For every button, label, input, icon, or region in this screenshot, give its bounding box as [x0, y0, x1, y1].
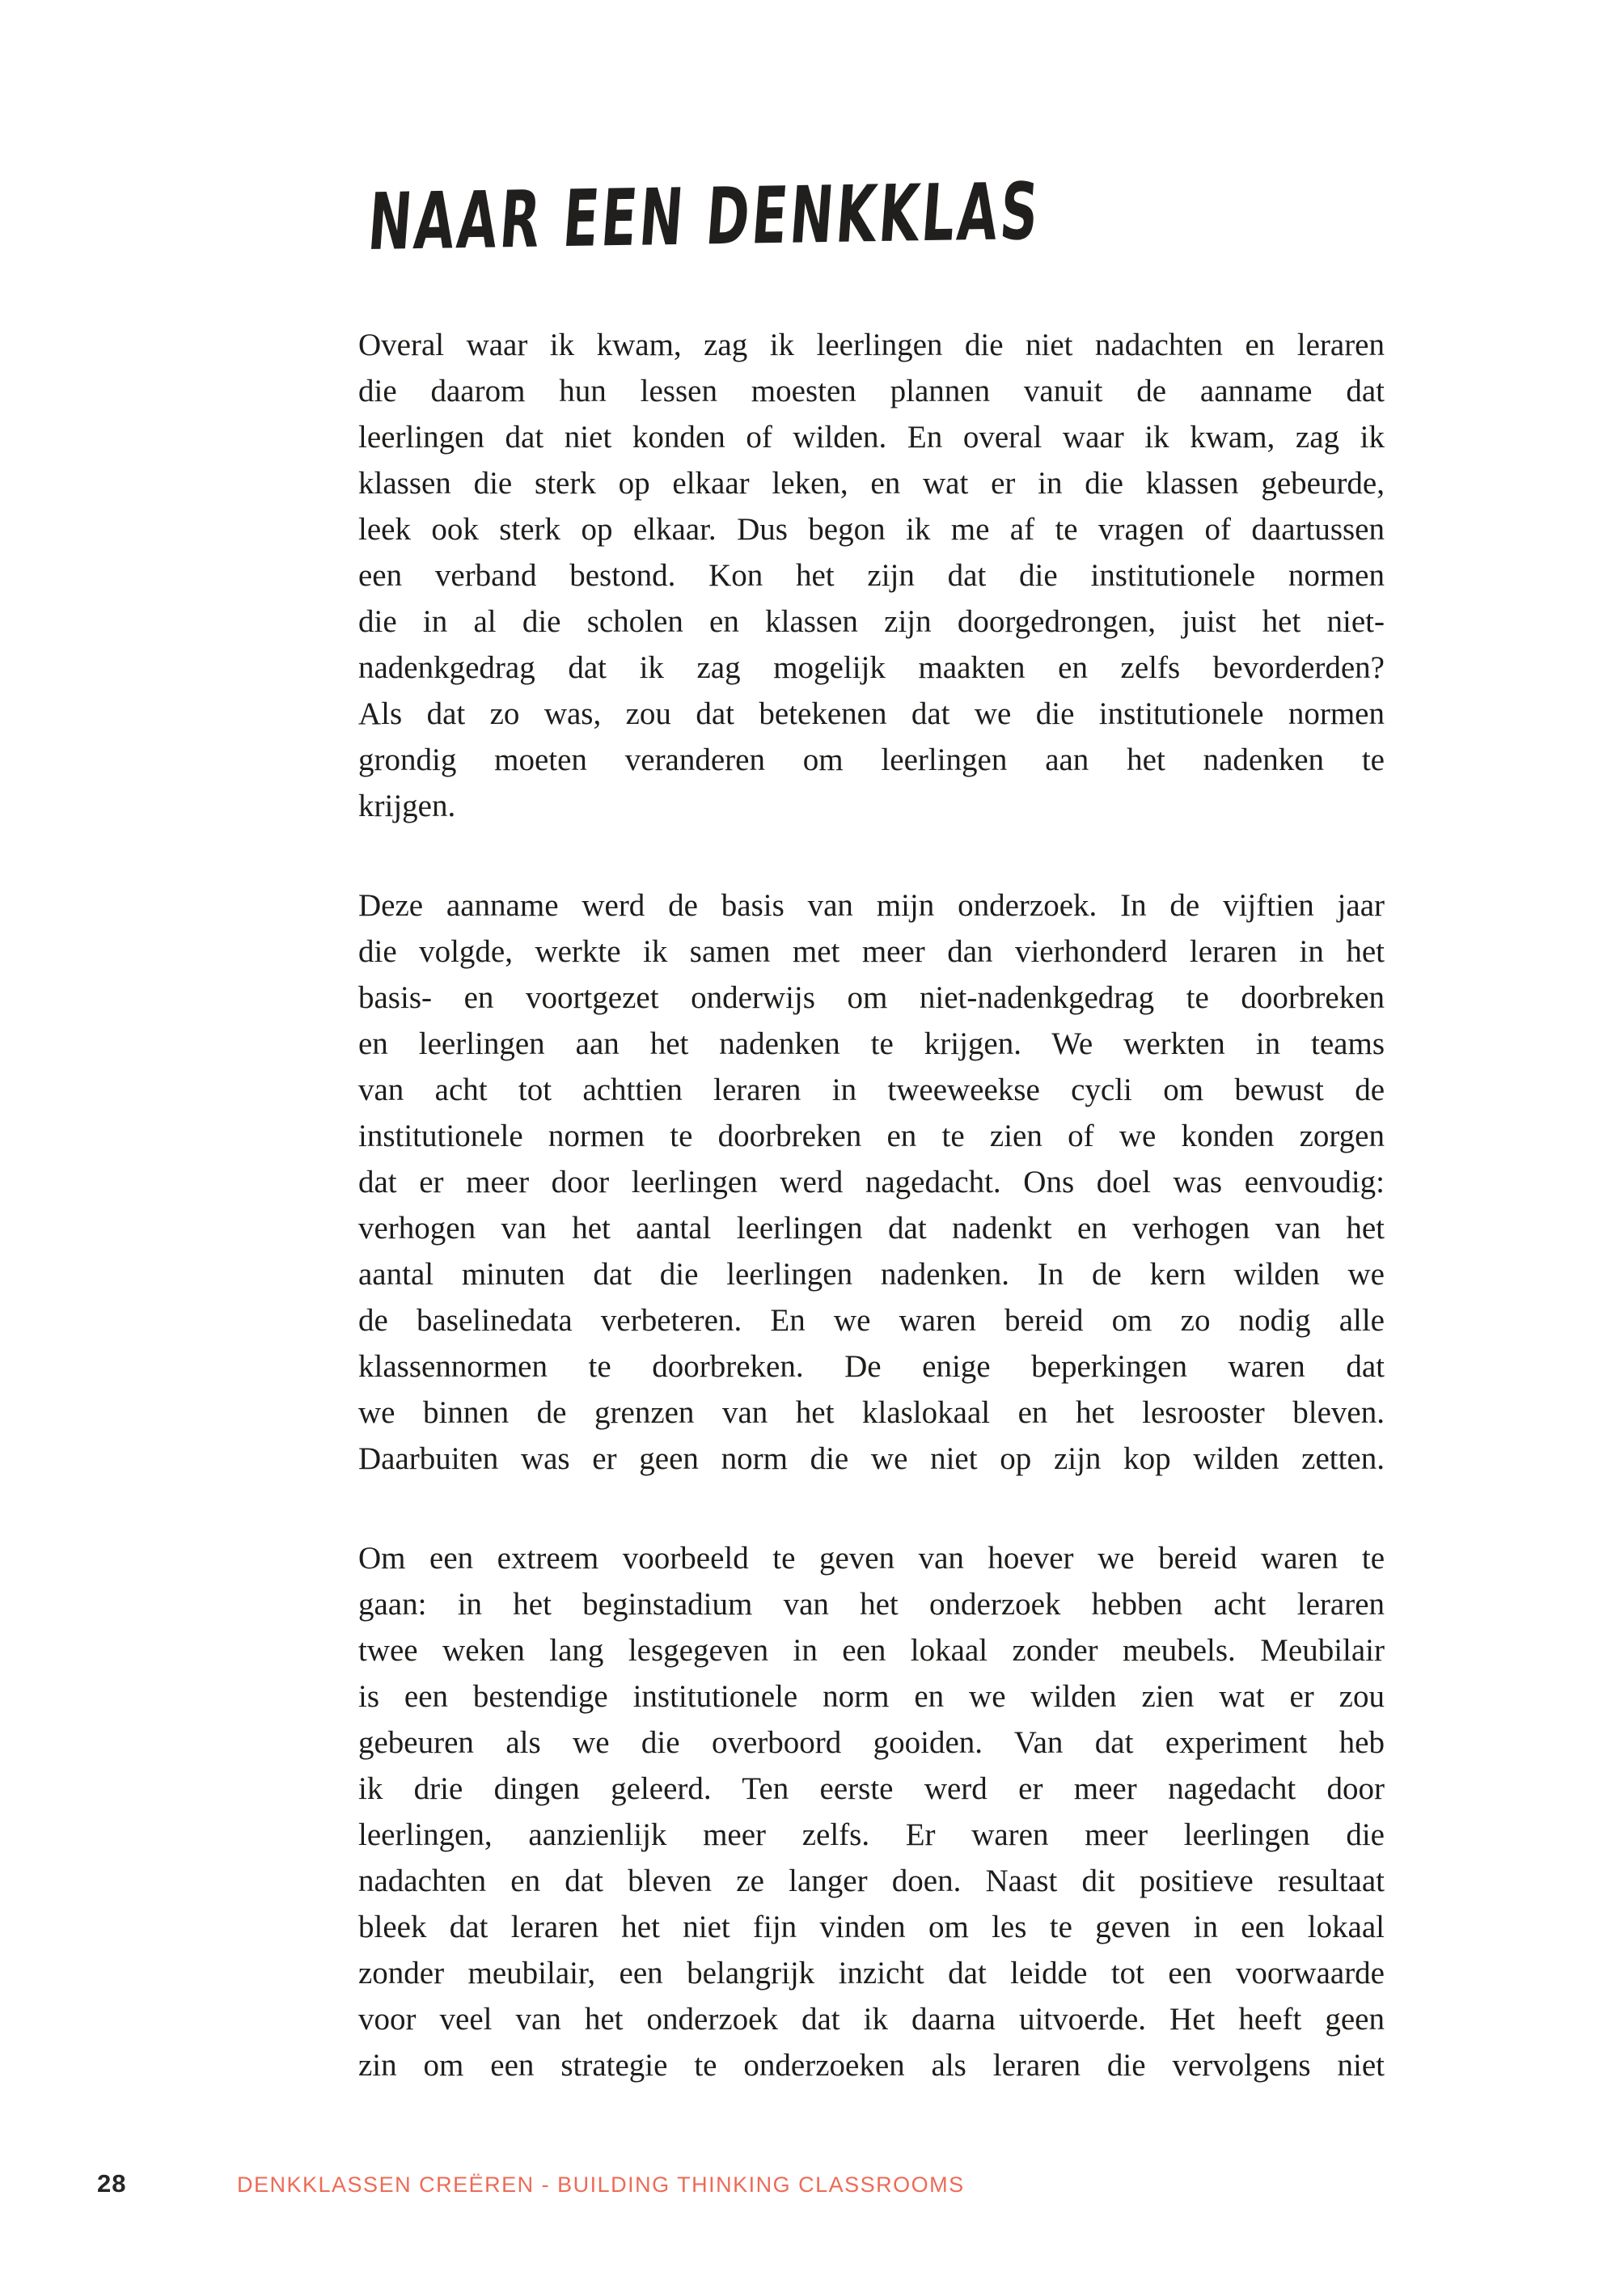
- paragraph: [358, 882, 1385, 1482]
- text-line: voor veel van het onderzoek dat ik daarna uitvoerde. Het heeft geen: [358, 2002, 1385, 2037]
- text-line: leerlingen, aanzienlijk meer zelfs. Er waren meer leerlingen die: [358, 1817, 1385, 1852]
- text-line: we binnen de grenzen van het klaslokaal en het lesrooster bleven.: [358, 1395, 1385, 1430]
- paragraph: [358, 322, 1385, 829]
- text-line: Deze aanname werd de basis van mijn onderzoek. In de vijftien jaar: [358, 888, 1385, 923]
- text-line: nadenkgedrag dat ik zag mogelijk maakten en zelfs bevorderden?: [358, 650, 1385, 685]
- text-line: de baselinedata verbeteren. En we waren bereid om zo nodig alle: [358, 1303, 1385, 1338]
- text-line: Als dat zo was, zou dat betekenen dat we die institutionele normen: [358, 696, 1385, 731]
- text-line: die daarom hun lessen moesten plannen vanuit de aanname dat: [358, 374, 1385, 408]
- text-line: een verband bestond. Kon het zijn dat die institutionele normen: [358, 558, 1385, 593]
- page-title: NAAR EEN DENKKLAS: [365, 165, 1044, 268]
- text-line: ik drie dingen geleerd. Ten eerste werd er meer nagedacht door: [358, 1771, 1385, 1806]
- text-line: aantal minuten dat die leerlingen nadenken. In de kern wilden we: [358, 1257, 1385, 1292]
- text-line: twee weken lang lesgegeven in een lokaal zonder meubels. Meubilair: [358, 1633, 1385, 1668]
- text-line: Om een extreem voorbeeld te geven van hoever we bereid waren te: [358, 1541, 1385, 1576]
- text-line: leek ook sterk op elkaar. Dus begon ik me af te vragen of daartussen: [358, 512, 1385, 547]
- text-line: gebeuren als we die overboord gooiden. Van dat experiment heb: [358, 1725, 1385, 1760]
- text-line: dat er meer door leerlingen werd nagedacht. Ons doel was eenvoudig:: [358, 1165, 1385, 1199]
- text-line: zonder meubilair, een belangrijk inzicht dat leidde tot een voorwaarde: [358, 1956, 1385, 1991]
- text-line: krijgen.: [358, 789, 456, 823]
- text-line: Overal waar ik kwam, zag ik leerlingen die niet nadachten en leraren: [358, 328, 1385, 362]
- page-number: 28: [97, 2169, 127, 2198]
- text-line: leerlingen dat niet konden of wilden. En overal waar ik kwam, zag ik: [358, 420, 1385, 455]
- text-line: zin om een strategie te onderzoeken als leraren die vervolgens niet: [358, 2048, 1385, 2083]
- text-line: gaan: in het beginstadium van het onderzoek hebben acht leraren: [358, 1587, 1385, 1622]
- text-line: klassennormen te doorbreken. De enige beperkingen waren dat: [358, 1349, 1385, 1384]
- footer-book-title: DENKKLASSEN CREËREN - BUILDING THINKING CLASSROOMS: [237, 2172, 965, 2197]
- paragraph: [358, 1535, 1385, 2088]
- text-line: Daarbuiten was er geen norm die we niet op zijn kop wilden zetten.: [358, 1441, 1385, 1476]
- text-line: die in al die scholen en klassen zijn doorgedrongen, juist het niet-: [358, 604, 1385, 639]
- text-line: basis- en voortgezet onderwijs om niet-nadenkgedrag te doorbreken: [358, 980, 1385, 1015]
- page-footer: [0, 2169, 1624, 2202]
- body-text: [358, 322, 1385, 2088]
- text-line: institutionele normen te doorbreken en te zien of we konden zorgen: [358, 1119, 1385, 1153]
- text-line: grondig moeten veranderen om leerlingen aan het nadenken te: [358, 742, 1385, 777]
- text-line: die volgde, werkte ik samen met meer dan vierhonderd leraren in het: [358, 934, 1385, 969]
- text-line: nadachten en dat bleven ze langer doen. Naast dit positieve resultaat: [358, 1864, 1385, 1898]
- text-line: en leerlingen aan het nadenken te krijgen. We werkten in teams: [358, 1026, 1385, 1061]
- text-line: verhogen van het aantal leerlingen dat nadenkt en verhogen van het: [358, 1211, 1385, 1246]
- text-line: van acht tot achttien leraren in tweeweekse cycli om bewust de: [358, 1072, 1385, 1107]
- text-line: is een bestendige institutionele norm en we wilden zien wat er zou: [358, 1679, 1385, 1714]
- text-line: bleek dat leraren het niet fijn vinden om les te geven in een lokaal: [358, 1910, 1385, 1944]
- text-line: klassen die sterk op elkaar leken, en wat er in die klassen gebeurde,: [358, 466, 1385, 501]
